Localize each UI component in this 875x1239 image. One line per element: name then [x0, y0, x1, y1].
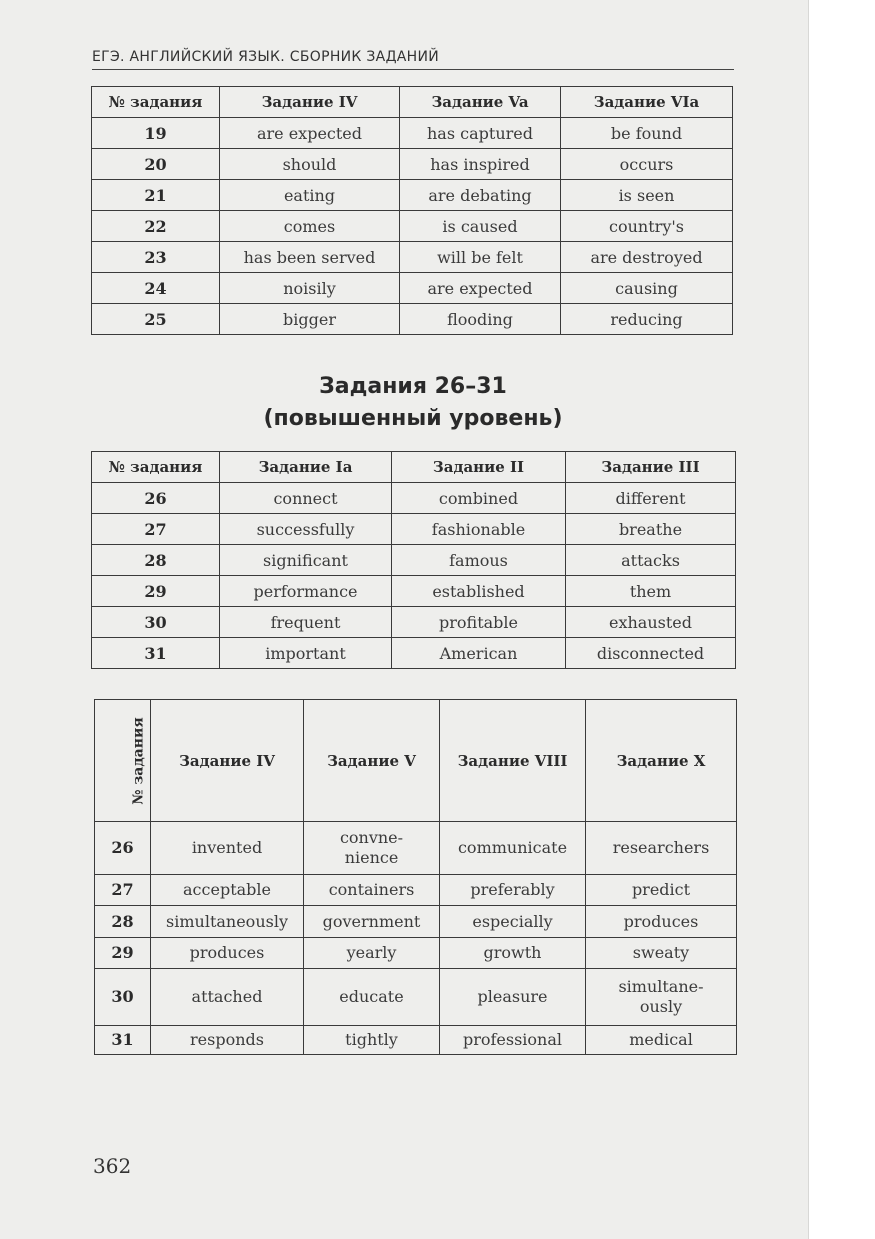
answer-cell: has inspired	[400, 149, 561, 180]
table-row	[92, 638, 736, 669]
task-number: 31	[95, 1026, 151, 1055]
answer-cell: is seen	[561, 180, 733, 211]
table-row	[95, 822, 737, 875]
answer-cell: connect	[220, 483, 392, 514]
task-number: 26	[95, 822, 151, 875]
answer-cell: has captured	[400, 118, 561, 149]
answer-cell: are destroyed	[561, 242, 733, 273]
answer-cell: government	[304, 906, 440, 938]
table-row	[92, 273, 733, 304]
table-row	[95, 906, 737, 938]
table-row	[92, 118, 733, 149]
task-number: 28	[92, 545, 220, 576]
answer-cell: containers	[304, 875, 440, 906]
answer-cell: predict	[586, 875, 737, 906]
header-cell	[95, 700, 151, 822]
answer-cell: comes	[220, 211, 400, 242]
table-row	[92, 483, 736, 514]
task-number: 25	[92, 304, 220, 335]
scan-margin	[808, 0, 875, 1239]
answer-cell: profitable	[392, 607, 566, 638]
header-cell: Задание VIII	[440, 700, 586, 822]
answer-cell: attacks	[566, 545, 736, 576]
answer-cell: produces	[151, 938, 304, 969]
task-number: 29	[95, 938, 151, 969]
header-cell: Задание V	[304, 700, 440, 822]
answer-cell: communicate	[440, 822, 586, 875]
header-cell: Задание VIa	[561, 87, 733, 118]
task-number: 30	[92, 607, 220, 638]
table-row	[95, 1026, 737, 1055]
answer-cell: is caused	[400, 211, 561, 242]
answers-table-19-25	[91, 86, 733, 335]
answer-cell: are expected	[400, 273, 561, 304]
answer-cell: breathe	[566, 514, 736, 545]
answer-cell: eating	[220, 180, 400, 211]
table-header-row	[92, 452, 736, 483]
task-number: 29	[92, 576, 220, 607]
answer-cell: causing	[561, 273, 733, 304]
header-cell: № задания	[92, 452, 220, 483]
table-row	[92, 242, 733, 273]
task-number: 27	[92, 514, 220, 545]
answer-cell: established	[392, 576, 566, 607]
vertical-header-label: № задания	[130, 717, 147, 805]
answer-cell: American	[392, 638, 566, 669]
table-row	[95, 938, 737, 969]
answer-cell: educate	[304, 969, 440, 1026]
running-title: ЕГЭ. АНГЛИЙСКИЙ ЯЗЫК. СБОРНИК ЗАДАНИЙ	[92, 49, 440, 65]
answer-cell: different	[566, 483, 736, 514]
table-header-row	[95, 700, 737, 822]
answer-cell: fashionable	[392, 514, 566, 545]
answer-cell: reducing	[561, 304, 733, 335]
running-head	[92, 47, 734, 70]
section-subtitle: (повышенный уровень)	[263, 406, 563, 431]
task-number: 20	[92, 149, 220, 180]
answer-cell: medical	[586, 1026, 737, 1055]
answer-cell: invented	[151, 822, 304, 875]
table-row	[95, 969, 737, 1026]
table-row	[92, 304, 733, 335]
task-number: 26	[92, 483, 220, 514]
answer-cell: combined	[392, 483, 566, 514]
answer-cell: will be felt	[400, 242, 561, 273]
task-number: 27	[95, 875, 151, 906]
header-cell: № задания	[92, 87, 220, 118]
answer-cell: significant	[220, 545, 392, 576]
section-title: Задания 26–31	[319, 374, 507, 399]
answer-cell: are expected	[220, 118, 400, 149]
answer-cell: responds	[151, 1026, 304, 1055]
answer-cell: disconnected	[566, 638, 736, 669]
answer-cell: yearly	[304, 938, 440, 969]
header-cell: Задание Ia	[220, 452, 392, 483]
table-header-row	[92, 87, 733, 118]
answer-cell: acceptable	[151, 875, 304, 906]
answer-cell: be found	[561, 118, 733, 149]
table-row	[92, 576, 736, 607]
answer-cell: attached	[151, 969, 304, 1026]
task-number: 21	[92, 180, 220, 211]
answers-table-26-31-part1	[91, 451, 736, 669]
answer-cell: should	[220, 149, 400, 180]
table-row	[92, 149, 733, 180]
table-row	[92, 180, 733, 211]
table-row	[92, 607, 736, 638]
answer-cell: has been served	[220, 242, 400, 273]
header-cell: Задание IV	[151, 700, 304, 822]
answer-cell: simultaneously	[151, 906, 304, 938]
answer-cell: are debating	[400, 180, 561, 211]
answer-cell: produces	[586, 906, 737, 938]
answer-cell: simultane- ously	[586, 969, 737, 1026]
answer-cell: them	[566, 576, 736, 607]
task-number: 24	[92, 273, 220, 304]
answer-cell: occurs	[561, 149, 733, 180]
answer-cell: important	[220, 638, 392, 669]
answer-cell: successfully	[220, 514, 392, 545]
answer-cell: pleasure	[440, 969, 586, 1026]
header-cell: Задание IV	[220, 87, 400, 118]
answer-cell: convne- nience	[304, 822, 440, 875]
task-number: 22	[92, 211, 220, 242]
table-row	[95, 875, 737, 906]
answers-table-26-31-part2	[94, 699, 737, 1055]
table-row	[92, 545, 736, 576]
task-number: 30	[95, 969, 151, 1026]
answer-cell: growth	[440, 938, 586, 969]
answer-cell: tightly	[304, 1026, 440, 1055]
table-row	[92, 211, 733, 242]
answer-cell: professional	[440, 1026, 586, 1055]
answer-cell: flooding	[400, 304, 561, 335]
task-number: 31	[92, 638, 220, 669]
header-cell: Задание X	[586, 700, 737, 822]
answer-cell: performance	[220, 576, 392, 607]
table-row	[92, 514, 736, 545]
answer-cell: especially	[440, 906, 586, 938]
header-cell: Задание II	[392, 452, 566, 483]
header-cell: Задание Va	[400, 87, 561, 118]
answer-cell: researchers	[586, 822, 737, 875]
answer-cell: preferably	[440, 875, 586, 906]
task-number: 23	[92, 242, 220, 273]
answer-cell: country's	[561, 211, 733, 242]
answer-cell: bigger	[220, 304, 400, 335]
header-cell: Задание III	[566, 452, 736, 483]
answer-cell: sweaty	[586, 938, 737, 969]
answer-cell: famous	[392, 545, 566, 576]
answer-cell: frequent	[220, 607, 392, 638]
page-number: 362	[93, 1154, 132, 1178]
task-number: 19	[92, 118, 220, 149]
answer-cell: exhausted	[566, 607, 736, 638]
task-number: 28	[95, 906, 151, 938]
answer-cell: noisily	[220, 273, 400, 304]
